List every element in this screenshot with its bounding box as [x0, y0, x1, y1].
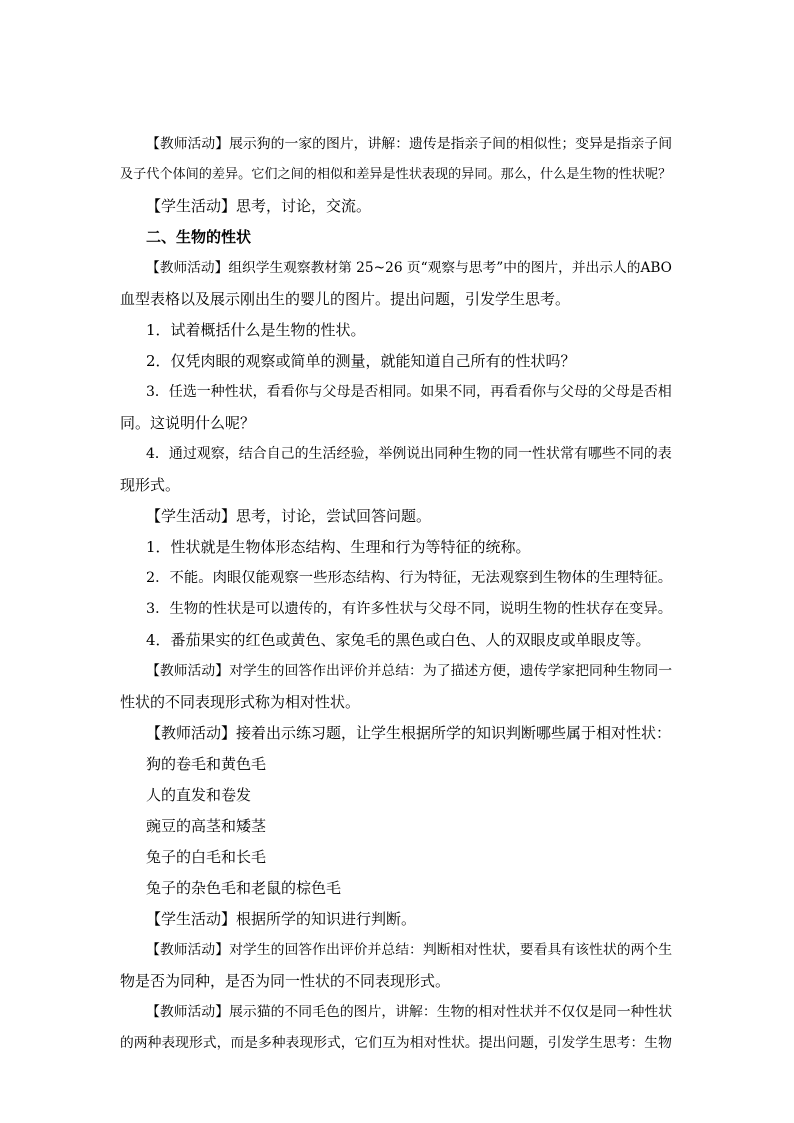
paragraph-teacher-activity-3-line-2: 性状的不同表现形式称为相对性状。	[120, 693, 361, 711]
exercise-item-3: 豌豆的高茎和矮茎	[146, 817, 267, 835]
paragraph-student-activity-1: 【学生活动】思考，讨论，交流。	[146, 197, 372, 215]
paragraph-teacher-activity-5-line-2: 物是否为同种，是否为同一性状的不同表现形式。	[120, 972, 451, 990]
paragraph-teacher-activity-6-line-1: 【教师活动】展示猫的不同毛色的图片，讲解：生物的相对性状并不仅仅是同一种性状	[146, 1004, 673, 1020]
question-4-line-2: 现形式。	[120, 476, 181, 494]
exercise-item-4: 兔子的白毛和长毛	[146, 848, 267, 866]
question-2: 2．仅凭肉眼的观察或简单的测量，就能知道自己所有的性状吗？	[146, 352, 576, 370]
answer-2: 2．不能。肉眼仅能观察一些形态结构、行为特征，无法观察到生物体的生理特征。	[146, 570, 673, 586]
exercise-item-1: 狗的卷毛和黄色毛	[146, 755, 267, 773]
paragraph-teacher-activity-2-line-1: 【教师活动】组织学生观察教材第 25~26 页“观察与思考”中的图片，并出示人的ABO	[146, 260, 672, 276]
paragraph-teacher-activity-1-line-2: 及子代个体间的差异。它们之间的相似和差异是性状表现的异同。那么，什么是生物的性状呢？	[120, 167, 672, 182]
paragraph-teacher-activity-4: 【教师活动】接着出示练习题，让学生根据所学的知识判断哪些属于相对性状：	[146, 724, 672, 742]
paragraph-student-activity-3: 【学生活动】根据所学的知识进行判断。	[146, 910, 417, 928]
question-1: 1．试着概括什么是生物的性状。	[146, 321, 366, 339]
paragraph-teacher-activity-5-line-1: 【教师活动】对学生的回答作出评价并总结：判断相对性状，要看具有该性状的两个生	[146, 942, 673, 958]
document-page	[120, 0, 675, 1123]
answer-3: 3．生物的性状是可以遗传的，有许多性状与父母不同，说明生物的性状存在变异。	[146, 601, 673, 617]
paragraph-teacher-activity-6-line-2: 的两种表现形式，而是多种表现形式，它们互为相对性状。提出问题，引发学生思考：生物	[120, 1035, 672, 1051]
paragraph-teacher-activity-3-line-1: 【教师活动】对学生的回答作出评价并总结：为了描述方便，遗传学家把同种生物同一	[146, 663, 673, 679]
exercise-item-2: 人的直发和卷发	[146, 786, 252, 804]
question-4-line-1: 4．通过观察，结合自己的生活经验，举例说出同种生物的同一性状常有哪些不同的表	[146, 446, 672, 462]
paragraph-teacher-activity-1-line-1: 【教师活动】展示狗的一家的图片，讲解：遗传是指亲子间的相似性；变异是指亲子间	[146, 136, 673, 152]
section-heading: 二、生物的性状	[146, 228, 252, 246]
answer-4: 4．番茄果实的红色或黄色、家兔毛的黑色或白色、人的双眼皮或单眼皮等。	[146, 631, 651, 649]
paragraph-teacher-activity-2-line-2: 血型表格以及展示刚出生的婴儿的图片。提出问题，引发学生思考。	[120, 290, 571, 308]
paragraph-student-activity-2: 【学生活动】思考，讨论，尝试回答问题。	[146, 507, 432, 525]
question-3-line-2: 同。这说明什么呢？	[120, 414, 256, 432]
answer-1: 1．性状就是生物体形态结构、生理和行为等特征的统称。	[146, 538, 531, 556]
question-3-line-1: 3．任选一种性状，看看你与父母是否相同。如果不同，再看看你与父母的父母是否相	[146, 384, 672, 400]
exercise-item-5: 兔子的杂色毛和老鼠的棕色毛	[146, 879, 342, 897]
